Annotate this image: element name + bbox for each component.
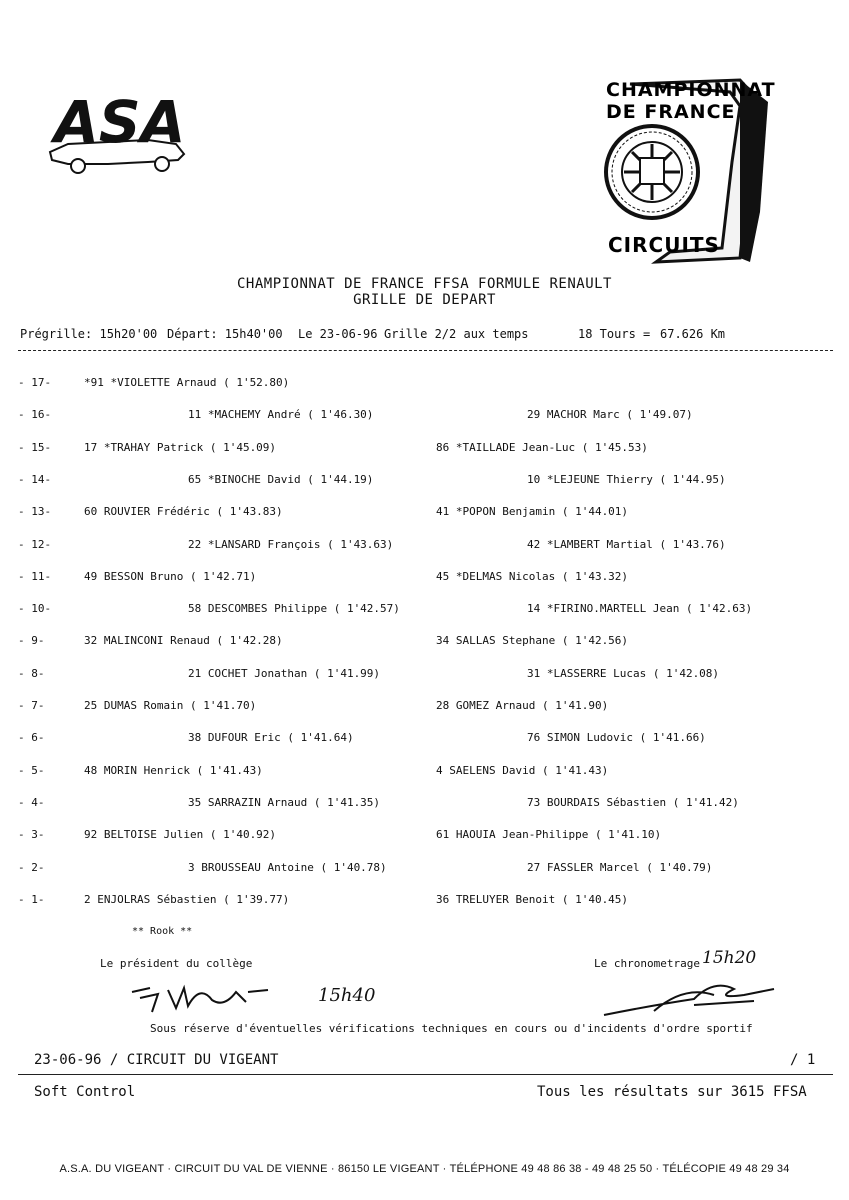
page-number: / 1	[790, 1052, 816, 1068]
grid-entry-left: *91 *VIOLETTE Arnaud ( 1'52.80)	[84, 376, 290, 389]
chrono-handwritten-time: 15h20	[702, 948, 757, 968]
depart-time: Départ: 15h40'00	[167, 327, 283, 341]
grid-entry-left: 3 BROUSSEAU Antoine ( 1'40.78)	[188, 860, 387, 874]
grid-entry-left: 92 BELTOISE Julien ( 1'40.92)	[84, 828, 277, 842]
event-footer: 23-06-96 / CIRCUIT DU VIGEANT	[34, 1052, 279, 1068]
pregrille-time: Prégrille: 15h20'00	[20, 327, 158, 341]
grid-entry-left: 49 BESSON Bruno ( 1'42.71)	[84, 569, 257, 583]
grid-row-number: - 17-	[18, 376, 52, 389]
grid-row-number: - 2-	[18, 860, 45, 874]
grid-entry-right: 14 *FIRINO.MARTELL Jean ( 1'42.63)	[527, 602, 753, 616]
asa-logo-text: ASA	[54, 88, 186, 156]
grid-entry-right: 42 *LAMBERT Martial ( 1'43.76)	[527, 537, 726, 551]
grid-entry-right: 10 *LEJEUNE Thierry ( 1'44.95)	[527, 472, 726, 486]
chrono-signature	[594, 975, 794, 1025]
grid-row-number: - 14-	[18, 472, 52, 486]
grid-row-number: - 15-	[18, 440, 52, 454]
grid-entry-left: 65 *BINOCHE David ( 1'44.19)	[188, 472, 374, 486]
grid-row-number: - 6-	[18, 731, 45, 745]
grid-entry-left: 11 *MACHEMY André ( 1'46.30)	[188, 408, 374, 422]
asa-car-logo-graphic	[48, 80, 188, 180]
grid-row-number: - 8-	[18, 666, 45, 680]
circuits-line: CIRCUITS	[608, 233, 720, 257]
championnat-line: CHAMPIONNAT	[606, 79, 776, 101]
grid-row-number: - 16-	[18, 408, 52, 422]
grid-entry-left: 60 ROUVIER Frédéric ( 1'43.83)	[84, 505, 283, 519]
de-france-line: DE FRANCE	[606, 101, 736, 123]
grid-entry-right: 36 TRELUYER Benoit ( 1'40.45)	[436, 892, 629, 906]
grid-entry-right: 4 SAELENS David ( 1'41.43)	[436, 763, 609, 777]
championnat-circuits-logo	[590, 62, 790, 274]
grid-entry-left: 35 SARRAZIN Arnaud ( 1'41.35)	[188, 795, 381, 809]
grid-row-number: - 9-	[18, 634, 45, 648]
software-name: Soft Control	[34, 1084, 136, 1100]
grid-entry-right: 45 *DELMAS Nicolas ( 1'43.32)	[436, 569, 629, 583]
reserve-notice: Sous réserve d'éventuelles vérifications techniques en cours ou d'incidents d'ordre sportif	[150, 1022, 753, 1035]
grid-entry-left: 32 MALINCONI Renaud ( 1'42.28)	[84, 634, 283, 648]
grid-row-number: - 4-	[18, 795, 45, 809]
grid-entry-right: 29 MACHOR Marc ( 1'49.07)	[527, 408, 693, 422]
grid-entry-right: 31 *LASSERRE Lucas ( 1'42.08)	[527, 666, 720, 680]
grid-entry-left: 38 DUFOUR Eric ( 1'41.64)	[188, 731, 354, 745]
rookie-note: ** Rook **	[132, 926, 193, 937]
grid-entry-left: 25 DUMAS Romain ( 1'41.70)	[84, 699, 257, 712]
grid-entry-left: 22 *LANSARD François ( 1'43.63)	[188, 537, 394, 551]
grid-entry-left: 48 MORIN Henrick ( 1'41.43)	[84, 763, 263, 777]
grid-entry-right: 86 *TAILLADE Jean-Luc ( 1'45.53)	[436, 440, 648, 454]
grid-entry-left: 2 ENJOLRAS Sébastien ( 1'39.77)	[84, 892, 290, 906]
header-divider	[18, 350, 833, 351]
grid-row-number: - 1-	[18, 892, 45, 906]
handwritten-depart-time: 15h40	[318, 985, 376, 1006]
grid-entry-right: 27 FASSLER Marcel ( 1'40.79)	[527, 860, 713, 874]
grid-entry-left: 58 DESCOMBES Philippe ( 1'42.57)	[188, 602, 400, 616]
grid-entry-right: 61 HAOUIA Jean-Philippe ( 1'41.10)	[436, 828, 662, 842]
grid-row-number: - 7-	[18, 699, 45, 712]
grid-entry-right: 28 GOMEZ Arnaud ( 1'41.90)	[436, 699, 609, 712]
organizer-address: A.S.A. DU VIGEANT · CIRCUIT DU VAL DE VIENNE · 86150 LE VIGEANT · TÉLÉPHONE 49 48 86 38 - 49 48 25 50 · TÉLÉCOPIE 49 48 29 34	[59, 1163, 790, 1175]
chrono-label: Le chronometrage	[594, 957, 700, 970]
championnat-emblem-graphic	[590, 62, 790, 274]
document-subtitle: GRILLE DE DEPART	[353, 292, 496, 308]
race-date: Le 23-06-96	[298, 327, 378, 341]
grid-row-number: - 5-	[18, 763, 45, 777]
president-signature	[128, 978, 298, 1018]
race-distance: 67.626 Km	[660, 327, 726, 341]
document-title: CHAMPIONNAT DE FRANCE FFSA FORMULE RENAULT	[236, 276, 612, 292]
president-label: Le président du collège	[100, 957, 253, 970]
grid-entry-right: 41 *POPON Benjamin ( 1'44.01)	[436, 505, 629, 519]
grid-row-number: - 10-	[18, 602, 52, 616]
grid-info: Grille 2/2 aux temps	[384, 327, 529, 341]
grid-entry-left: 17 *TRAHAY Patrick ( 1'45.09)	[84, 440, 277, 454]
grid-entry-right: 73 BOURDAIS Sébastien ( 1'41.42)	[527, 795, 739, 809]
footer-divider	[18, 1074, 833, 1075]
asa-logo	[48, 80, 188, 180]
grid-row-number: - 13-	[18, 505, 52, 519]
grid-row-number: - 11-	[18, 569, 52, 583]
laps-count: 18 Tours =	[578, 327, 651, 341]
grid-entry-left: 21 COCHET Jonathan ( 1'41.99)	[188, 666, 381, 680]
grid-entry-right: 34 SALLAS Stephane ( 1'42.56)	[436, 634, 629, 648]
results-info: Tous les résultats sur 3615 FFSA	[537, 1084, 807, 1100]
grid-row-number: - 12-	[18, 537, 52, 551]
grid-entry-right: 76 SIMON Ludovic ( 1'41.66)	[527, 731, 706, 745]
grid-row-number: - 3-	[18, 828, 45, 842]
